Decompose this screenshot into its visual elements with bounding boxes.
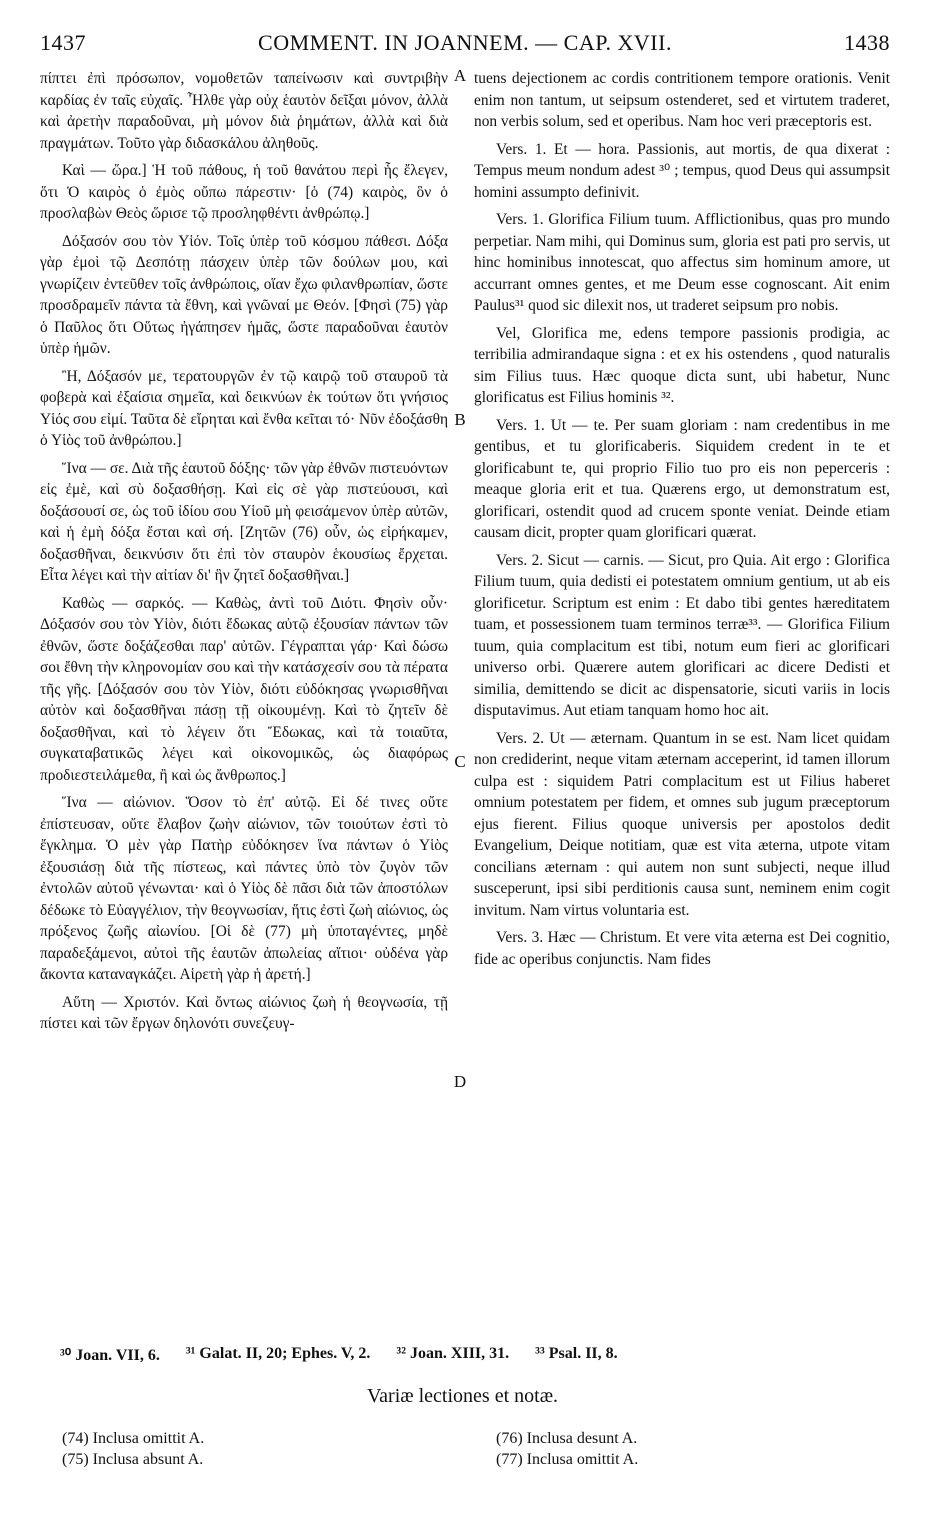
variant-note-77: (77) Inclusa omittit A. [496, 1451, 639, 1468]
latin-paragraph-5: Vers. 1. Ut — te. Per suam gloriam : nam credentibus in me gentibus, et tu glorificaberis. Siquidem credent in te et glorificabunt te, qui proprio Filio tuo pro eis non peperceris : meaque gloria erit et tua. Quærens ergo, ut demonstratum est, glorificari, ostendit quod ad crucem sponte veniat. Deinde etiam causam dicit, propter quam glorificari quærat. [474, 416, 890, 541]
variant-note-76: (76) Inclusa desunt A. [496, 1430, 638, 1447]
right-page-number: 1438 [844, 30, 890, 55]
variant-note-75: (75) Inclusa absunt A. [62, 1451, 204, 1468]
latin-paragraph-2: Vers. 1. Et — hora. Passionis, aut mortis, de qua dixerat : Tempus meum nondum adest ³⁰ ; tempus, quod Deus qui assumpsit homini assumpto definivit. [474, 140, 890, 201]
footnote-32: ³² Joan. XIII, 31. [396, 1345, 510, 1362]
greek-paragraph-4: Ἢ, Δόξασόν με, τερατουργῶν ἐν τῷ καιρῷ τοῦ σταυροῦ τὰ φοβερὰ καὶ ἐξαίσια σημεῖα, καὶ δεικνύων ἐκ τούτων ὅτι γνήσιος Υἱός σου εἰμί. Ταῦτα δὲ εἴρηται καὶ ἔνθα κεῖται τό· Νῦν ἐδοξάσθη ὁ Υἱὸς τοῦ ἀνθρώπου.] [40, 367, 448, 449]
latin-column [474, 68, 890, 976]
footnotes [40, 1345, 910, 1365]
left-page-number: 1437 [40, 30, 86, 55]
margin-letter-c: C [454, 752, 466, 771]
footnote-33: ³³ Psal. II, 8. [535, 1345, 618, 1362]
greek-paragraph-3: Δόξασόν σου τὸν Υἱόν. Τοῖς ὑπὲρ τοῦ κόσμου πάθεσι. Δόξα γὰρ ἐμοὶ τῷ Δεσπότῃ πάσχειν ὑπὲρ τῶν δούλων μου, καὶ γνωρίζειν ἐντεῦθεν τοῖς ἀνθρώποις, οἵαν ἔχω φιλανθρωπίαν, ὥστε προσδραμεῖν πάντα τὰ ἔθνη, καὶ γνῶναί με Θεόν. [Φησὶ (75) γὰρ ὁ Παῦλος ὅτι Οὕτως ἠγάπησεν ἡμᾶς, ὥστε παραδοῦναι ἑαυτὸν ὑπὲρ ἡμῶν. [40, 232, 448, 357]
variant-note-74: (74) Inclusa omittit A. [62, 1430, 205, 1447]
latin-paragraph-7: Vers. 2. Ut — æternam. Quantum in se est. Nam licet quidam non crediderint, neque vitam æternam acceperint, id tamen illorum culpa est : siquidem Patri complacitum est ut Filius haberet omnium potestatem per fidem, et omnes sub jugum præceptorum ejus fierent. Filius quoque universis per apostolos dedit Evangelium, Deique notitiam, quæ est vita æterna, utpote vitam concilians æternam : qui autem non sunt subjecti, neque illud susceperunt, ipsi sibi perditionis causa sunt, neminem enim cogit invitum. Nam virtus voluntaria est. [474, 729, 890, 919]
greek-paragraph-8: Αὕτη — Χριστόν. Καὶ ὄντως αἰώνιος ζωὴ ἡ θεογνωσία, τῇ πίστει καὶ τῶν ἔργων δηλονότι συνεζευγ- [40, 993, 448, 1032]
latin-paragraph-1: tuens dejectionem ac cordis contritionem tempore orationis. Venit enim non tantum, ut seipsum ostenderet, sed et virtutem traderet, non verbis solum, sed et operibus. Nam hoc veri præceptoris est. [474, 70, 890, 130]
greek-paragraph-7: Ἵνα — αἰώνιον. Ὅσον τὸ ἐπ' αὐτῷ. Εἰ δέ τινες οὔτε ἐπίστευσαν, οὔτε ἔλαβον ζωὴν αἰώνιον, τῶν τοιούτων ἐστὶ τὸ ἔγκλημα. Ὁ μὲν γὰρ Πατὴρ εὐδόκησεν ἵνα πάντων ὁ Υἱὸς ἐξουσιάσῃ διὰ τῆς πίστεως, καὶ πάντες ὑπὸ τὸν ζυγὸν τῶν ἐντολῶν αὐτοῦ γένωνται· καὶ ὁ Υἱὸς δὲ πᾶσι διὰ τῶν ἀποστόλων δέδωκε τὸ Εὐαγγέλιον, τὴν θεογνωσίαν, ἥτις ἐστὶ ζωὴ αἰώνιος, ὡς πρόξενος ζωῆς αἰωνίου. [Οἱ δὲ (77) μὴ ὑποταγέντες, μηδὲ παραδεξάμενοι, αὐτοὶ τῆς ἑαυτῶν ἀπωλείας αἴτιοι· οὐδένα γὰρ ἄκοντα καταναγκάζει. Αἱρετὴ γὰρ ἡ ἀρετή.] [40, 794, 448, 983]
variae-left-column [62, 1428, 442, 1470]
page-header [40, 30, 890, 60]
footnote-30: ³⁰ Joan. VII, 6. [60, 1347, 160, 1364]
greek-paragraph-6: Καθὼς — σαρκός. — Καθὼς, ἀντὶ τοῦ Διότι. Φησὶν οὖν· Δόξασόν σου τὸν Υἱὸν, διότι ἔδωκας αὐτῷ ἐξουσίαν πάντων τῶν ἐθνῶν, ὥστε δοξάζεσθαι παρ' αὐτῶν. Γέγραπται γάρ· Καὶ δώσω σοι ἔθνη τὴν κληρονομίαν σου καὶ τὴν κατάσχεσίν σου τὰ πέρατα τῆς γῆς. [Δόξασόν σου τὸν Υἱὸν, διότι εὐδόκησας γνωρισθῆναι αὐτὸν καὶ δοξασθῆναι πάσῃ τῇ οἰκουμένῃ. Καὶ τὸ ζητεῖν δὲ δοξασθῆναι, καὶ τὸ λέγειν ὅτι Ἔδωκας, καὶ τὰ τοιαῦτα, συγκαταβατικῶς λέγει καὶ οἰκονομικῶς, ὡς διαφόρως προδιεστειλάμεθα, ἢ καὶ ὡς ἄνθρωπος.] [40, 594, 448, 784]
greek-paragraph-1: πίπτει ἐπὶ πρόσωπον, νομοθετῶν ταπείνωσιν καὶ συντριβὴν καρδίας ἐν ταῖς εὐχαῖς. Ἦλθε γὰρ οὐχ ἑαυτὸν δεῖξαι μόνον, ἀλλὰ καὶ ἀρετὴν παραδοῦναι, μὴ μόνον διὰ ῥημάτων, ἀλλὰ καὶ διὰ πραγμάτων. Τοῦτο γὰρ διδασκάλου ἀληθοῦς. [40, 70, 448, 152]
greek-paragraph-2: Καὶ — ὥρα.] Ἡ τοῦ πάθους, ἡ τοῦ θανάτου περὶ ἧς ἔλεγεν, ὅτι Ὁ καιρὸς ὁ ἐμὸς οὔπω πάρεστιν· [ὁ (74) καιρὸς, ὃν ὁ προσλαβὼν Θεὸς ὥρισε τῷ προσληφθέντι ἀνθρώπῳ.] [40, 162, 448, 222]
margin-letter-d: D [453, 1072, 467, 1091]
variae-lectiones-title: Variæ lectiones et notæ. [366, 1385, 559, 1407]
latin-paragraph-4: Vel, Glorifica me, edens tempore passionis prodigia, ac terribilia admirandaque signa : et ex his ostendens , quod naturalis sim Filius tuus. Hæc quoque dicta sunt, ubi habetur, Nunc glorificatus est Filius hominis ³². [474, 324, 890, 406]
latin-paragraph-3: Vers. 1. Glorifica Filium tuum. Afflictionibus, quas pro mundo perpetiar. Nam mihi, qui Dominus sum, gloria est pati pro servis, ut hinc hominibus innotescat, quo affectus sim hominum amore, ut accurrant omnes gentes, et me Deum esse cognoscant. Ait enim Paulus³¹ quod sic dilexit nos, ut traderet seipsum pro nobis. [474, 211, 890, 314]
latin-paragraph-6: Vers. 2. Sicut — carnis. — Sicut, pro Quia. Ait ergo : Glorifica Filium tuum, quia dedisti ei potestatem omnium gentium, ut ab eis glorificetur. Scriptum est enim : Et dabo tibi gentes hæreditatem tuam, et possessionem tuam terminos terræ³³. — Glorifica Filium tuum, quia complacitum est tibi, notum eum fieri ac glorificari universo orbi. Quærere autem glorificari ac dicere Dedisti et similia, demittendo se dicit ac dispensatorie, sicuti variis in locis disputavimus. Aut etiam tanquam homo hoc ait. [474, 551, 890, 719]
variae-right-column [496, 1428, 876, 1470]
margin-letter-b: B [454, 410, 466, 429]
latin-paragraph-8: Vers. 3. Hæc — Christum. Et vere vita æterna est Dei cognitio, fide ac operibus conjunctis. Nam fides [474, 929, 890, 968]
footnote-31: ³¹ Galat. II, 20; Ephes. V, 2. [185, 1345, 371, 1362]
running-title: COMMENT. IN JOANNEM. — CAP. XVII. [258, 30, 672, 55]
margin-letter-a: A [453, 66, 467, 85]
greek-paragraph-5: Ἵνα — σε. Διὰ τῆς ἑαυτοῦ δόξης· τῶν γὰρ ἐθνῶν πιστευόντων εἰς ἐμὲ, καὶ σὺ δοξασθήσῃ. Καὶ εἰς σὲ γὰρ πιστεύουσι, καὶ δοξάσουσί σε, ὡς τοῦ ἰδίου σου Υἱοῦ μὴ φεισάμενον ὑπὲρ αὐτῶν, καὶ ἡ ἐμὴ δόξα ἔσται καὶ σή. [Ζητῶν (76) οὖν, ὡς εἰρήκαμεν, δοξασθῆναι, δεικνύσιν ὅτι ἐπὶ τὸν σταυρὸν ἑκουσίως ἔρχεται. Εἶτα λέγει καὶ τὴν αἰτίαν δι' ἣν ζητεῖ δοξασθῆναι.] [40, 459, 448, 584]
greek-column [40, 68, 448, 1041]
